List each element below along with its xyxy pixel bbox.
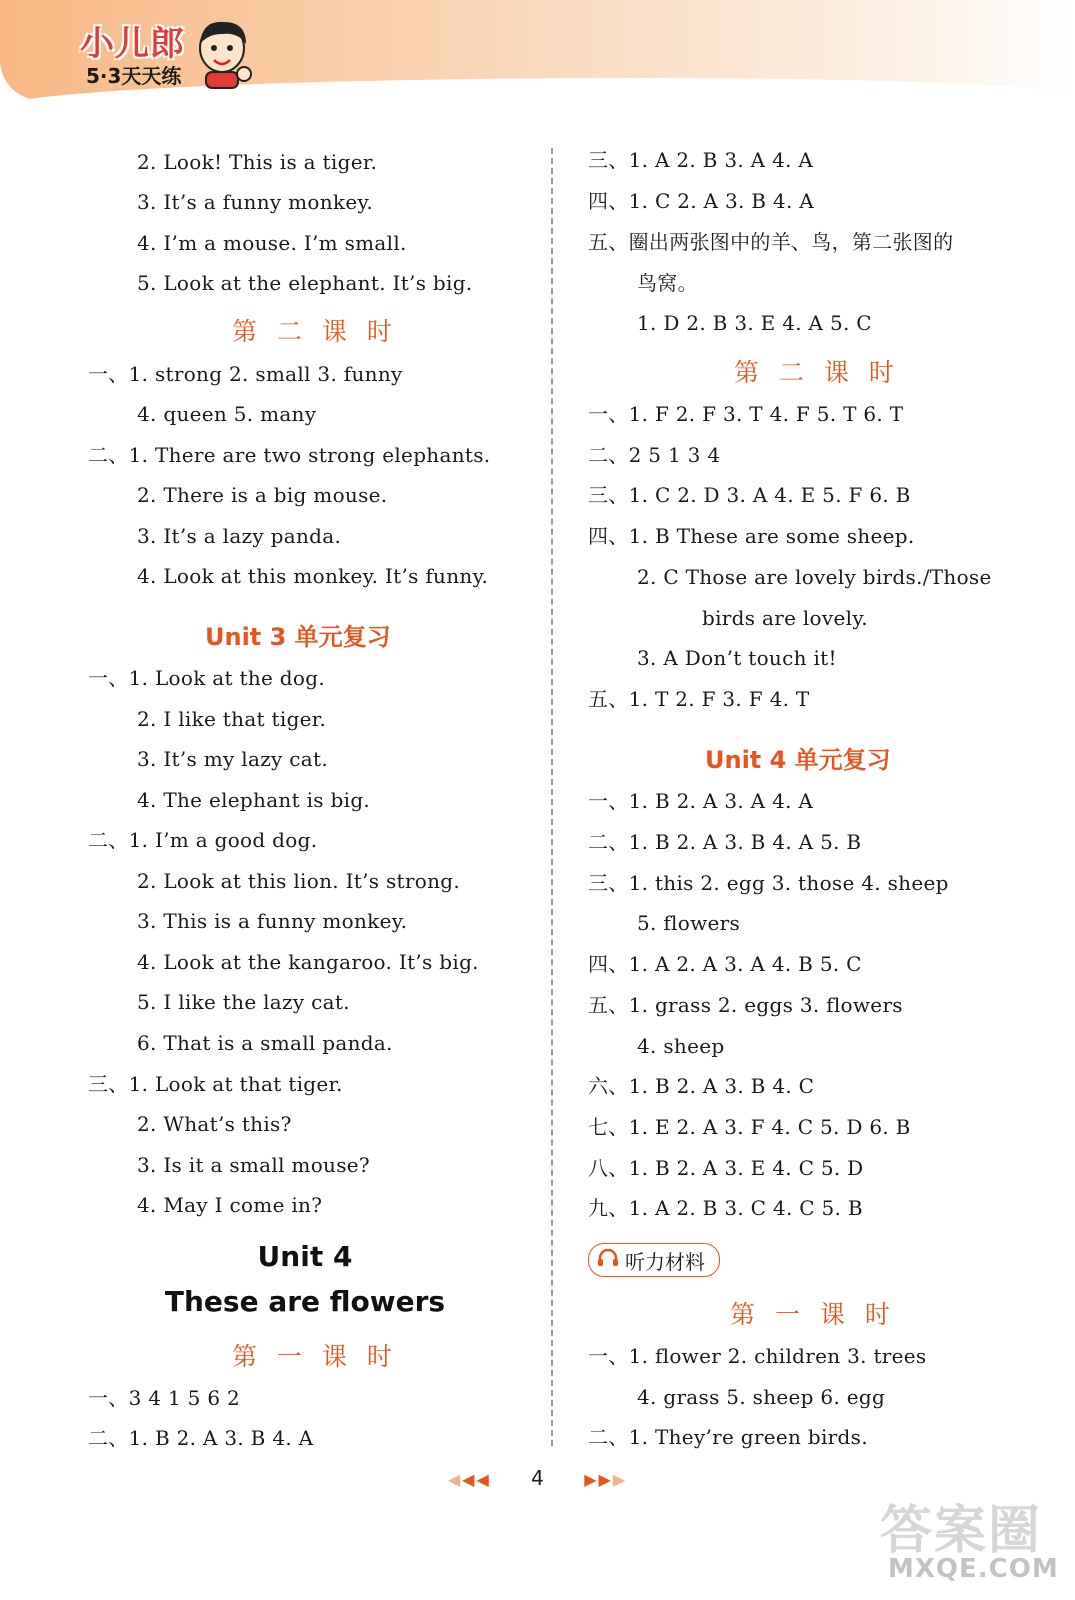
answer-line: 四、1. B These are some sheep. [588,524,915,548]
answer-line: 四、1. C 2. A 3. B 4. A [588,189,815,213]
watermark-url: MXQE.COM [888,1554,1059,1584]
watermark [880,1488,1060,1598]
answer-line: 4. The elephant is big. [137,788,371,812]
answer-line: 5. flowers [637,911,741,935]
lesson-heading: 第 二 课 时 [232,317,398,346]
answer-line: 1. D 2. B 3. E 4. A 5. C [637,311,872,335]
mascot-boy-icon [192,14,256,90]
answer-line: 七、1. E 2. A 3. F 4. C 5. D 6. B [588,1115,911,1139]
answer-line: birds are lovely. [702,606,868,630]
answer-line: 3. It’s a funny monkey. [137,190,374,214]
headphones-icon [597,1248,619,1273]
answer-line: 5. I like the lazy cat. [137,990,350,1014]
answer-line: 五、1. grass 2. eggs 3. flowers [588,993,903,1017]
left-arrows-icon: ◀◀◀ [447,1470,491,1489]
answer-line: 三、1. this 2. egg 3. those 4. sheep [588,871,949,895]
listening-material-label: 听力材料 [625,1249,705,1274]
unit-title: Unit 4 [257,1240,353,1273]
listening-material-tag [588,1243,720,1277]
answer-line: 4. May I come in? [137,1193,323,1217]
answer-line: 6. That is a small panda. [137,1031,393,1055]
lesson-heading: 第 一 课 时 [730,1300,896,1329]
answer-line: 4. grass 5. sheep 6. egg [637,1385,886,1409]
answer-line: 4. I’m a mouse. I’m small. [137,231,407,255]
answer-line: 2. Look! This is a tiger. [137,150,378,174]
brand-logo: 小儿郎 [80,24,185,64]
watermark-logo: 答案圈 [880,1501,1043,1561]
answer-line: 八、1. B 2. A 3. E 4. C 5. D [588,1156,864,1180]
answer-line: 一、1. F 2. F 3. T 4. F 5. T 6. T [588,402,904,426]
answer-line: 2. C Those are lovely birds./Those [637,565,992,589]
unit-title: These are flowers [164,1285,446,1318]
answer-line: 六、1. B 2. A 3. B 4. C [588,1074,815,1098]
answer-line: 二、1. There are two strong elephants. [88,443,491,467]
answer-line: 二、1. They’re green birds. [588,1425,868,1449]
answer-line: 二、2 5 1 3 4 [588,443,721,467]
answer-line: 2. Look at this lion. It’s strong. [137,869,461,893]
answer-line: 4. Look at the kangaroo. It’s big. [137,950,479,974]
answer-line: 2. There is a big mouse. [137,483,388,507]
answer-line: 三、1. A 2. B 3. A 4. A [588,148,814,172]
answer-line: 3. It’s a lazy panda. [137,524,342,548]
answer-line: 五、圈出两张图中的羊、鸟，第二张图的 [588,230,954,254]
answer-line: 一、1. flower 2. children 3. trees [588,1344,927,1368]
answer-line: 鸟窝。 [637,271,698,295]
unit-review-heading: Unit 4 单元复习 [705,746,891,774]
answer-line: 一、1. B 2. A 3. A 4. A [588,789,814,813]
answer-line: 4. Look at this monkey. It’s funny. [137,564,489,588]
answer-line: 二、1. B 2. A 3. B 4. A [88,1426,314,1450]
answer-line: 三、1. C 2. D 3. A 4. E 5. F 6. B [588,483,911,507]
answer-line: 2. I like that tiger. [137,707,327,731]
answer-line: 二、1. I’m a good dog. [88,828,318,852]
brand-subtitle: 5·3天天练 [86,64,182,88]
answer-line: 3. It’s my lazy cat. [137,747,329,771]
unit-review-heading: Unit 3 单元复习 [205,623,391,651]
answer-line: 四、1. A 2. A 3. A 4. B 5. C [588,952,862,976]
column-divider [551,148,553,1446]
answer-line: 二、1. B 2. A 3. B 4. A 5. B [588,830,862,854]
answer-line: 3. Is it a small mouse? [137,1153,370,1177]
right-arrows-icon: ▶▶▶ [584,1470,628,1489]
answer-line: 五、1. T 2. F 3. F 4. T [588,687,810,711]
page-number: 4 [531,1466,544,1490]
answer-line: 2. What’s this? [137,1112,292,1136]
answer-line: 三、1. Look at that tiger. [88,1072,343,1096]
answer-line: 3. A Don’t touch it! [637,646,837,670]
answer-line: 5. Look at the elephant. It’s big. [137,271,473,295]
lesson-heading: 第 一 课 时 [232,1342,398,1371]
answer-line: 3. This is a funny monkey. [137,909,408,933]
answer-line: 一、3 4 1 5 6 2 [88,1386,241,1410]
answer-line: 4. sheep [637,1034,725,1058]
page-footer [0,1466,1075,1490]
answer-line: 一、1. Look at the dog. [88,666,326,690]
answer-line: 一、1. strong 2. small 3. funny [88,362,403,386]
answer-line: 九、1. A 2. B 3. C 4. C 5. B [588,1196,863,1220]
answer-line: 4. queen 5. many [137,402,317,426]
lesson-heading: 第 二 课 时 [734,358,900,387]
